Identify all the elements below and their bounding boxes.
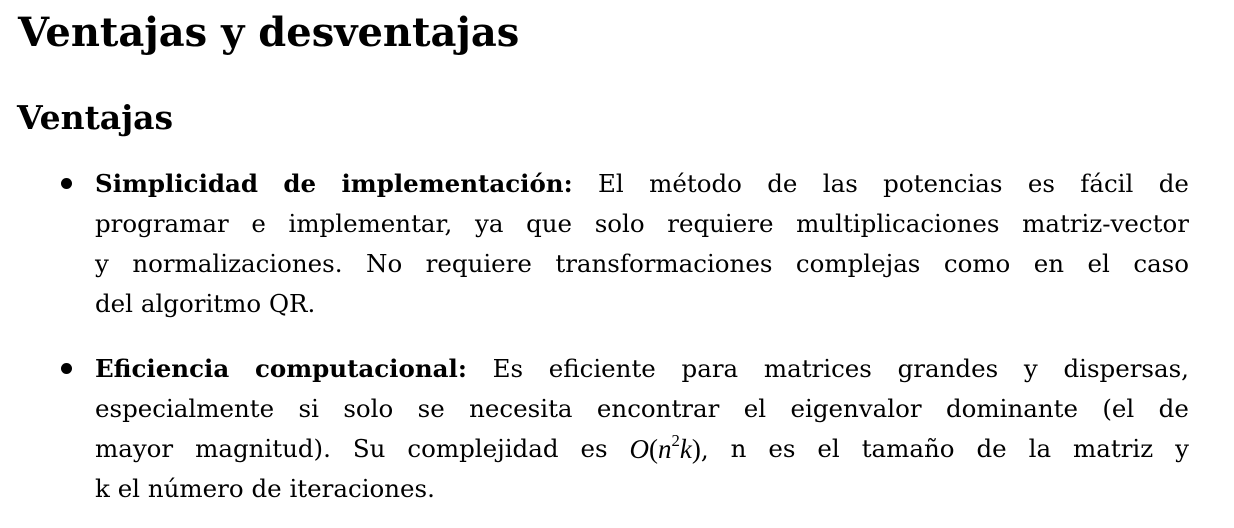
item-label-word: computacional: [254,354,467,383]
text-line [95,284,1189,324]
item-label-word: Eficiencia [95,354,230,383]
text-line [95,349,1189,389]
word: solo [343,394,394,423]
word: especialmente [95,394,275,423]
word: en [1033,249,1065,278]
word: implementar, [288,209,453,238]
math-expression: $O(n^2k)$ [629,430,701,464]
page-title: Ventajas y desventajas [18,9,520,56]
word: complejas [795,249,921,278]
word: es [1027,169,1055,198]
word: Su [352,434,386,463]
word: $O(n^2k)$, [629,430,709,464]
word: complejidad [407,434,559,463]
word: eigenvalor [790,394,922,423]
bullet-icon [61,178,72,189]
word: y [95,249,109,278]
word: grandes [897,354,999,383]
word: el [117,474,141,503]
word: normalizaciones. [132,249,343,278]
word: potencias [883,169,1003,198]
word: del [95,289,134,318]
section-heading: Ventajas [17,98,174,137]
word: y [1175,434,1189,463]
word: multiplicaciones [796,209,1000,238]
word: es [580,434,608,463]
word: número [147,474,244,503]
word: que [526,209,573,238]
bullet-icon [61,363,72,374]
word: e [251,209,266,238]
word: No [366,249,403,278]
word: ya [474,209,504,238]
word: matriz [1073,434,1154,463]
word: dominante [945,394,1078,423]
word: de [251,474,282,503]
word: magnitud). [195,434,331,463]
text-line [95,164,1189,204]
word: de [976,434,1007,463]
word: Es [492,354,524,383]
word: si [298,394,319,423]
item-label-word: de [283,169,317,198]
word: algoritmo [140,289,262,318]
text-line [95,469,1189,509]
text-line [95,244,1189,284]
word: El [598,169,624,198]
word: para [681,354,739,383]
word: necesita [469,394,573,423]
word: QR. [268,289,316,318]
word: k [95,474,110,503]
list-item-text [95,349,1189,509]
word: (el [1102,394,1135,423]
word: iteraciones. [289,474,435,503]
word: fácil [1080,169,1134,198]
word: mayor [95,434,174,463]
word: la [1028,434,1052,463]
word: dispersas, [1063,354,1189,383]
word: de [767,169,798,198]
word: caso [1133,249,1189,278]
word: las [822,169,858,198]
word: de [1158,394,1189,423]
word: de [1158,169,1189,198]
word: método [649,169,742,198]
word: transformaciones [555,249,773,278]
word: como [943,249,1011,278]
word: se [417,394,445,423]
word: el [1087,249,1110,278]
word: es [768,434,796,463]
word: tamaño [861,434,955,463]
word: requiere [425,249,532,278]
word: matrices [763,354,872,383]
word: el [817,434,840,463]
item-label-word: implementación: [341,169,573,198]
text-line [95,204,1189,244]
word: eficiente [548,354,656,383]
list-item-text [95,164,1189,324]
word: matriz-vector [1022,209,1189,238]
word: programar [95,209,229,238]
word: n [730,434,747,463]
word: y [1023,354,1038,383]
word: solo [594,209,645,238]
text-line [95,429,1189,469]
word: el [743,394,767,423]
word: encontrar [596,394,720,423]
word: requiere [667,209,774,238]
item-label-word: Simplicidad [95,169,259,198]
text-line [95,389,1189,429]
